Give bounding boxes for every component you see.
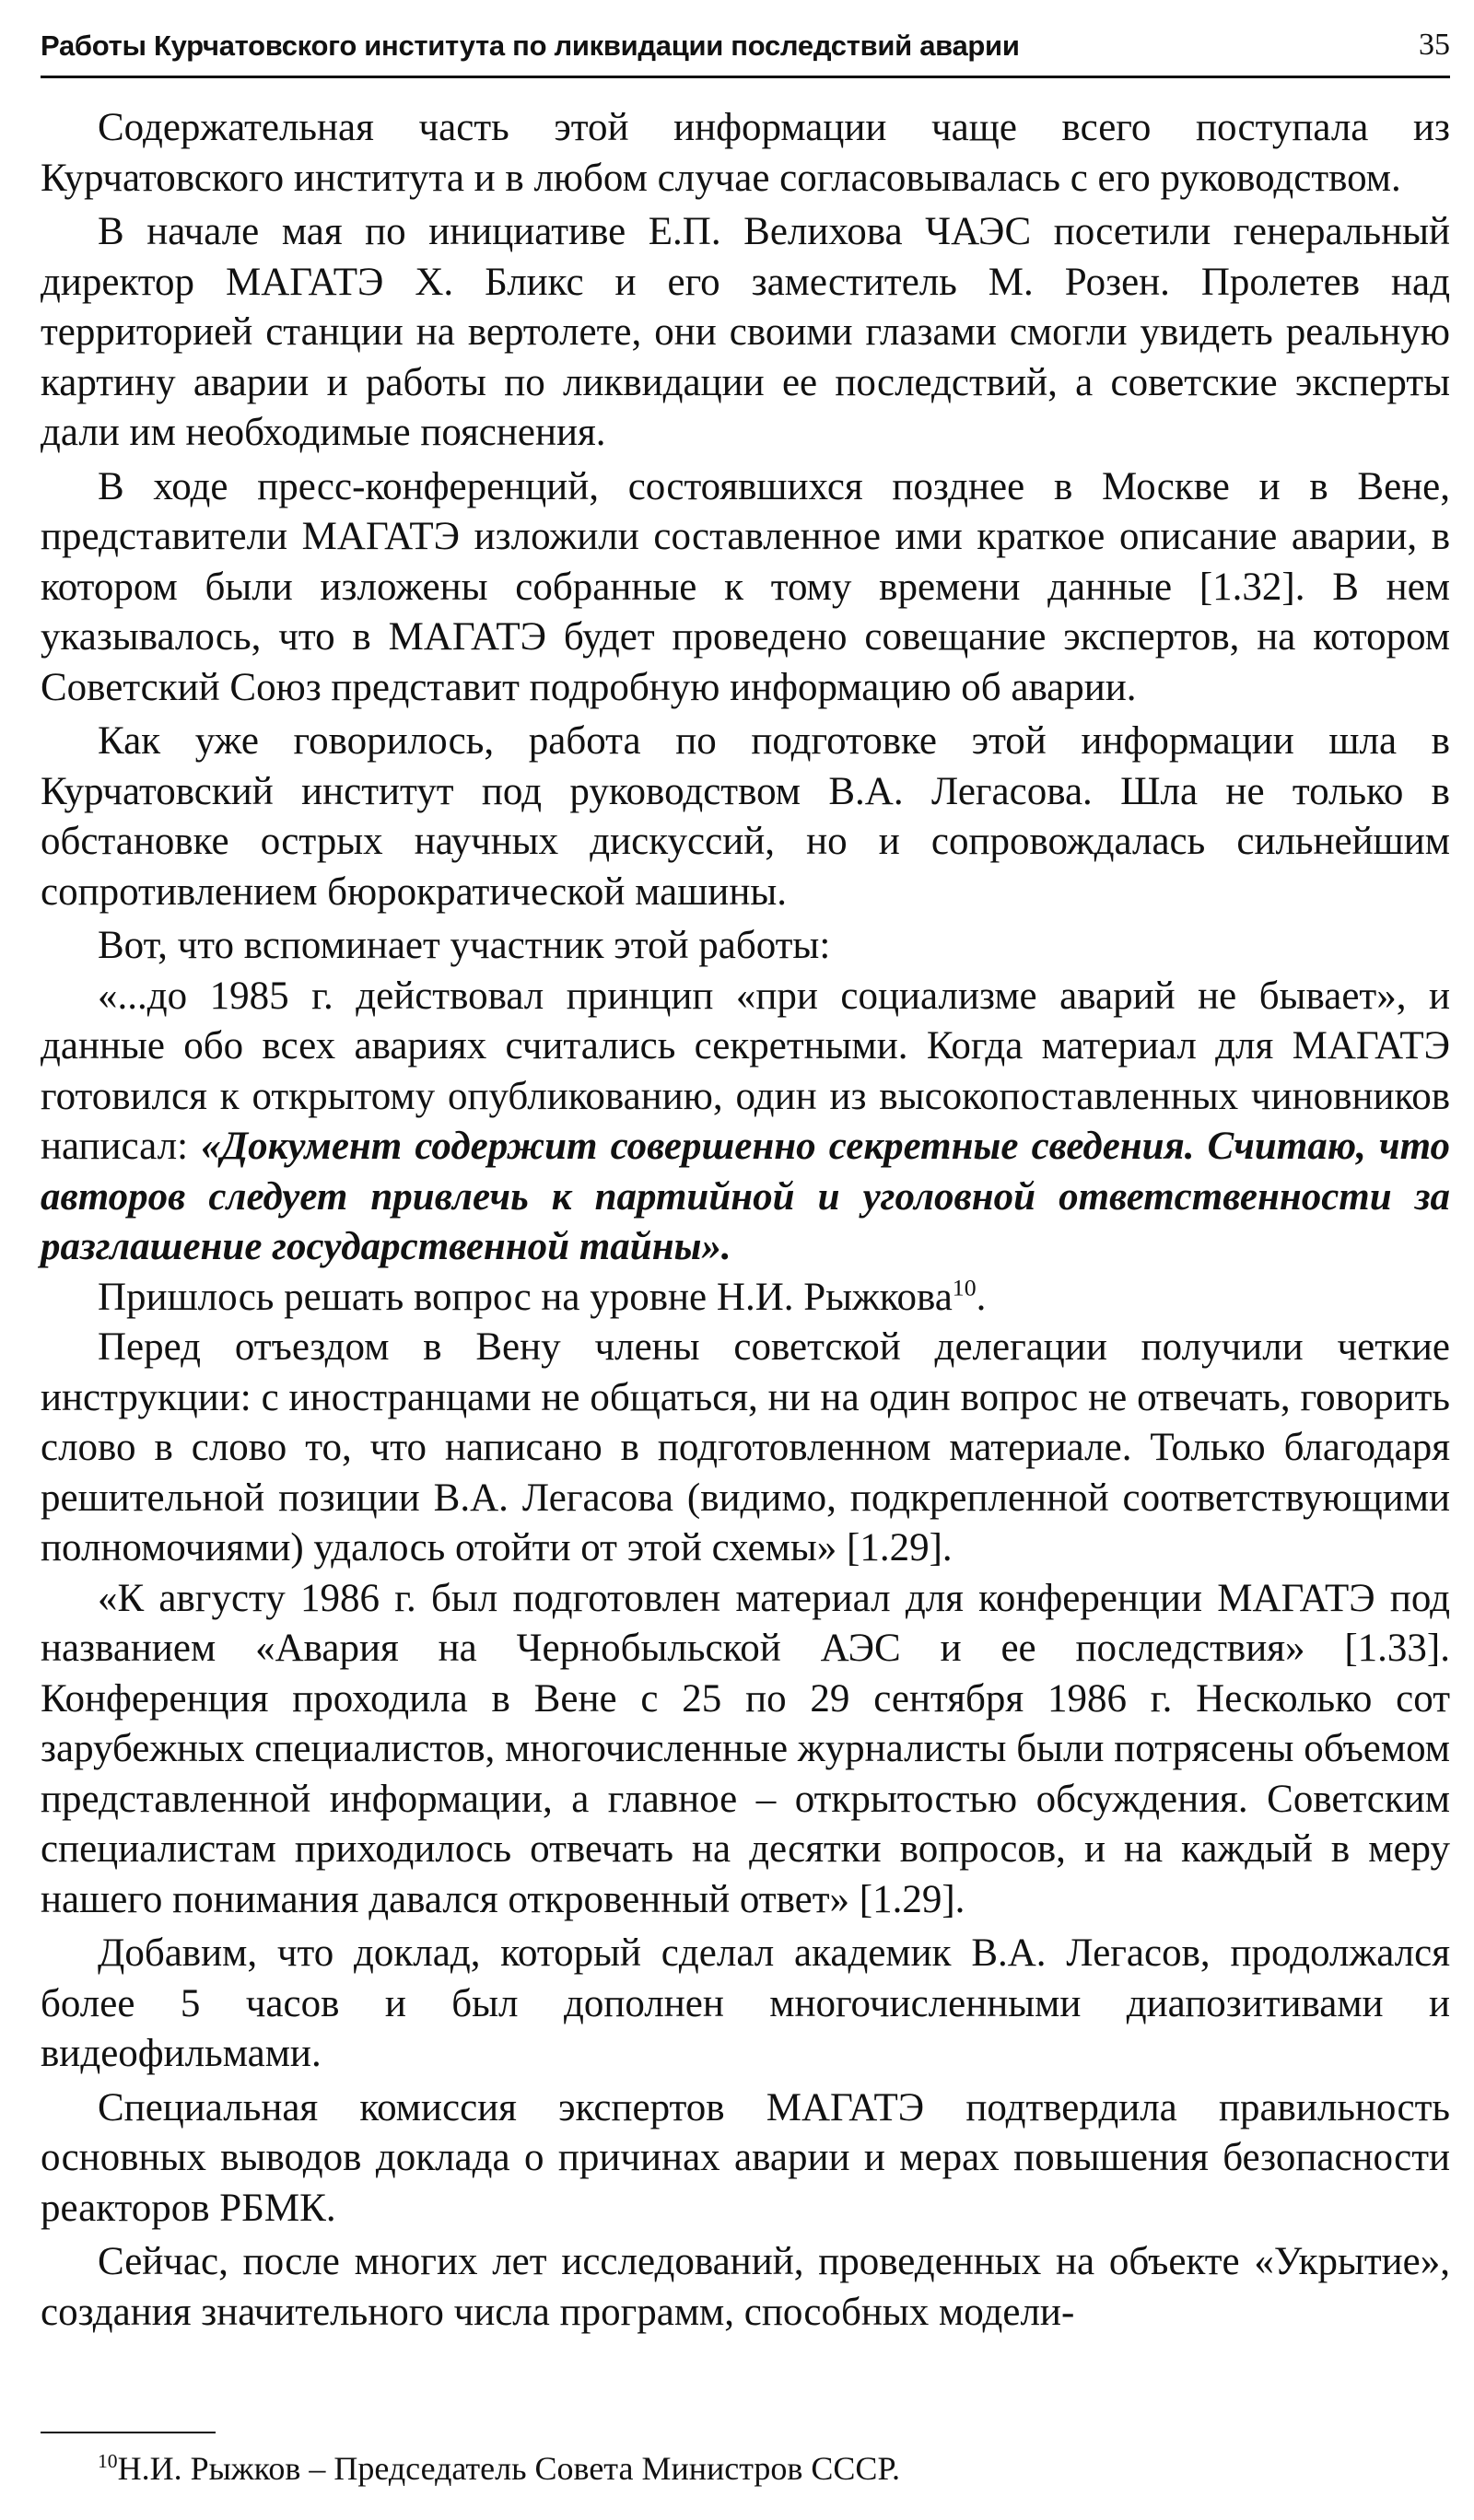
footnote [98, 2448, 1443, 2489]
paragraph-12: Сейчас, после многих лет исследований, проведенных на объекте «Укрытие», создания значительного числа программ, способных модели- [41, 2240, 1450, 2334]
paragraph-1: Содержательная часть этой информации чаще всего поступала из Курчатовского института и в любом случае согласовывалась с его руководством. [41, 106, 1450, 200]
footnote-marker: 10 [98, 2450, 118, 2472]
page-number: 35 [1419, 28, 1450, 62]
running-title: Работы Курчатовского института по ликвидации последствий аварии [41, 29, 1020, 62]
footnote-divider [41, 2432, 216, 2433]
footnote-reference: 10 [952, 1274, 977, 1301]
paragraph-9: «К августу 1986 г. был подготовлен материал для конференции МАГАТЭ под названием «Авария на Чернобыльской АЭС и ее последствия» [1.33]. Конференция проходила в Вене с 25 по 29 сентября 1986 г. Несколько сот зарубежных специалистов, многочисленные журналисты были потрясены объемом представленной информации, а главное – открытостью обсуждения. Советским специалистам приходилось отвечать на десятки вопросов, и на каждый в меру нашего понимания давался откровенный ответ» [1.29]. [41, 1576, 1450, 1921]
paragraph-7 [41, 1273, 1450, 1324]
footnote-text: Н.И. Рыжков – Председатель Совета Министров СССР. [117, 2450, 900, 2487]
paragraph-8: Перед отъездом в Вену члены советской делегации получили четкие инструкции: с иностранцами не общаться, ни на один вопрос не отвечать, говорить слово в слово то, что написано в подготовленном материале. Только благодаря решительной позиции В.А. Легасова (видимо, подкрепленной соответствующими полномочиями) удалось отойти от этой схемы» [1.29]. [41, 1325, 1450, 1569]
paragraph-2: В начале мая по инициативе Е.П. Велихова ЧАЭС посетили генеральный директор МАГАТЭ Х. Бликс и его заместитель М. Розен. Пролетев над территорией станции на вертолете, они своими глазами смогли увидеть реальную картину аварии и работы по ликвидации ее последствий, а советские эксперты дали им необходимые пояснения. [41, 210, 1450, 454]
paragraph-3: В ходе пресс-конференций, состоявшихся позднее в Москве и в Вене, представители МАГАТЭ изложили составленное ими краткое описание аварии, в котором были изложены собранные к тому времени данные [1.32]. В нем указывалось, что в МАГАТЭ будет проведено совещание экспертов, на котором Советский Союз представит подробную информацию об аварии. [41, 464, 1450, 709]
bureaucrat-quote: «Документ содержит совершенно секретные сведения. Считаю, что авторов следует привлечь к партийной и уголовной ответственности за разглашение государственной тайны». [41, 1125, 1450, 1268]
paragraph-5: Вот, что вспоминает участник этой работы: [98, 924, 831, 967]
paragraph-6-text: «...до 1985 г. действовал принцип «при социализме аварий не бывает», и данные обо всех авариях считались секретными. Когда материал для МАГАТЭ готовился к открытому опубликованию, один из высокопоставленных чиновников написал: [41, 974, 1450, 1168]
main-text [41, 103, 1450, 2341]
paragraph-4: Как уже говорилось, работа по подготовке этой информации шла в Курчатовский институт под руководством В.А. Легасова. Шла не только в обстановке острых научных дискуссий, но и сопровождалась сильнейшим сопротивлением бюрократической машины. [41, 719, 1450, 914]
paragraph-10: Добавим, что доклад, который сделал академик В.А. Легасов, продолжался более 5 часов и был дополнен многочисленными диапозитивами и видеофильмами. [41, 1931, 1450, 2075]
paragraph-6 [41, 972, 1450, 1273]
paragraph-7-text: Пришлось решать вопрос на уровне Н.И. Рыжкова [98, 1275, 953, 1319]
paragraph-11: Специальная комиссия экспертов МАГАТЭ подтвердила правильность основных выводов доклада о причинах аварии и мерах повышения безопасности реакторов РБМК. [41, 2085, 1450, 2230]
paragraph-7-end: . [976, 1275, 987, 1319]
page-header [41, 20, 1450, 78]
